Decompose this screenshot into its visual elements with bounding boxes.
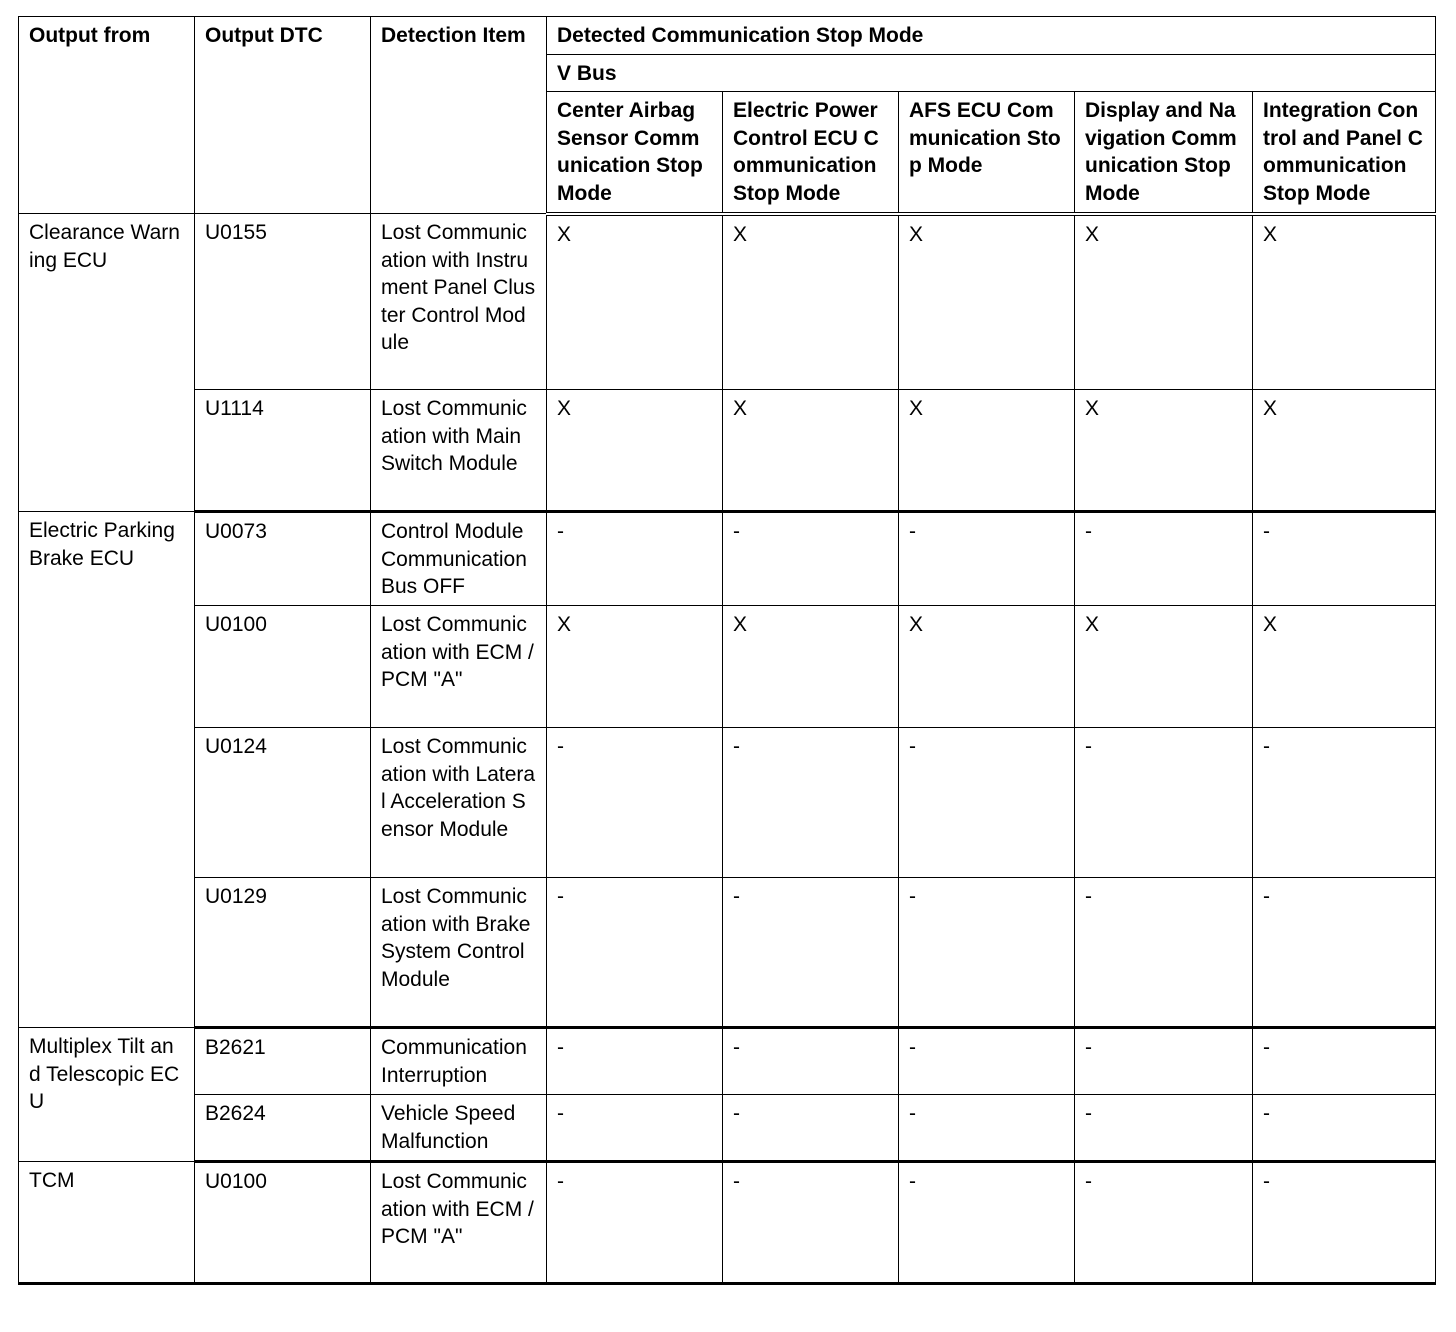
mark-cell: - xyxy=(1075,1028,1253,1095)
mark-cell: X xyxy=(899,390,1075,512)
table-row xyxy=(19,1095,1436,1162)
mark-cell: - xyxy=(1075,1162,1253,1284)
mark-cell: X xyxy=(899,214,1075,390)
detection-item-cell: Lost Communication with Brake System Control Module xyxy=(371,878,547,1028)
table-row xyxy=(19,390,1436,512)
dtc-cell: B2624 xyxy=(195,1095,371,1162)
mark-cell: - xyxy=(723,728,899,878)
detection-item-cell: Lost Communication with Main Switch Module xyxy=(371,390,547,512)
mark-cell: X xyxy=(899,606,1075,728)
table-row xyxy=(19,606,1436,728)
table-row xyxy=(19,1028,1436,1095)
mark-cell: - xyxy=(547,1028,723,1095)
mark-cell: - xyxy=(899,512,1075,606)
header-mode-electric-power: Electric Power Control ECU Communication Stop Mode xyxy=(723,92,899,214)
mark-cell: - xyxy=(723,512,899,606)
mark-cell: X xyxy=(1253,606,1436,728)
dtc-cell: U0129 xyxy=(195,878,371,1028)
detection-item-cell: Lost Communication with ECM / PCM "A" xyxy=(371,1162,547,1284)
mark-cell: - xyxy=(1075,512,1253,606)
output-from-cell: Multiplex Tilt and Telescopic ECU xyxy=(19,1028,195,1162)
mark-cell: - xyxy=(547,728,723,878)
dtc-cell: U0124 xyxy=(195,728,371,878)
table-header xyxy=(19,17,1436,214)
mark-cell: - xyxy=(1253,512,1436,606)
mark-cell: - xyxy=(547,1162,723,1284)
mark-cell: - xyxy=(899,728,1075,878)
dtc-table xyxy=(18,16,1436,1285)
mark-cell: - xyxy=(899,1028,1075,1095)
mark-cell: - xyxy=(547,878,723,1028)
dtc-cell: U0155 xyxy=(195,214,371,390)
mark-cell: - xyxy=(1075,1095,1253,1162)
table-row xyxy=(19,1162,1436,1284)
mark-cell: X xyxy=(1075,606,1253,728)
table-row xyxy=(19,878,1436,1028)
dtc-cell: U0100 xyxy=(195,1162,371,1284)
mark-cell: X xyxy=(723,214,899,390)
mark-cell: - xyxy=(1253,1095,1436,1162)
output-from-cell: Clearance Warning ECU xyxy=(19,214,195,512)
mark-cell: X xyxy=(1075,390,1253,512)
header-output-from: Output from xyxy=(19,17,195,214)
dtc-cell: B2621 xyxy=(195,1028,371,1095)
header-detected-mode: Detected Communication Stop Mode xyxy=(547,17,1436,55)
detection-item-cell: Lost Communication with ECM / PCM "A" xyxy=(371,606,547,728)
mark-cell: X xyxy=(1253,390,1436,512)
header-output-dtc: Output DTC xyxy=(195,17,371,214)
mark-cell: - xyxy=(1253,878,1436,1028)
detection-item-cell: Lost Communication with Lateral Acceleration Sensor Module xyxy=(371,728,547,878)
mark-cell: X xyxy=(723,606,899,728)
header-mode-integration-control: Integration Control and Panel Communication Stop Mode xyxy=(1253,92,1436,214)
mark-cell: - xyxy=(723,1028,899,1095)
mark-cell: X xyxy=(547,214,723,390)
mark-cell: - xyxy=(547,512,723,606)
mark-cell: X xyxy=(547,606,723,728)
detection-item-cell: Control Module Communication Bus OFF xyxy=(371,512,547,606)
mark-cell: - xyxy=(899,1162,1075,1284)
mark-cell: X xyxy=(1253,214,1436,390)
detection-item-cell: Lost Communication with Instrument Panel Cluster Control Module xyxy=(371,214,547,390)
mark-cell: - xyxy=(899,878,1075,1028)
table-row xyxy=(19,728,1436,878)
mark-cell: - xyxy=(547,1095,723,1162)
table-row xyxy=(19,214,1436,390)
mark-cell: - xyxy=(1075,878,1253,1028)
detection-item-cell: Communication Interruption xyxy=(371,1028,547,1095)
mark-cell: X xyxy=(723,390,899,512)
dtc-cell: U1114 xyxy=(195,390,371,512)
header-bus: V Bus xyxy=(547,54,1436,92)
mark-cell: X xyxy=(547,390,723,512)
mark-cell: - xyxy=(1253,728,1436,878)
mark-cell: - xyxy=(1253,1028,1436,1095)
mark-cell: X xyxy=(1075,214,1253,390)
dtc-cell: U0073 xyxy=(195,512,371,606)
mark-cell: - xyxy=(899,1095,1075,1162)
mark-cell: - xyxy=(723,878,899,1028)
output-from-cell: TCM xyxy=(19,1162,195,1284)
mark-cell: - xyxy=(723,1095,899,1162)
header-mode-display-navigation: Display and Navigation Communication Stop Mode xyxy=(1075,92,1253,214)
table-body xyxy=(19,214,1436,1284)
mark-cell: - xyxy=(723,1162,899,1284)
mark-cell: - xyxy=(1075,728,1253,878)
table-row xyxy=(19,512,1436,606)
header-detection-item: Detection Item xyxy=(371,17,547,214)
header-mode-center-airbag: Center Airbag Sensor Communication Stop Mode xyxy=(547,92,723,214)
header-mode-afs-ecu: AFS ECU Communication Stop Mode xyxy=(899,92,1075,214)
detection-item-cell: Vehicle Speed Malfunction xyxy=(371,1095,547,1162)
dtc-cell: U0100 xyxy=(195,606,371,728)
mark-cell: - xyxy=(1253,1162,1436,1284)
output-from-cell: Electric Parking Brake ECU xyxy=(19,512,195,1028)
